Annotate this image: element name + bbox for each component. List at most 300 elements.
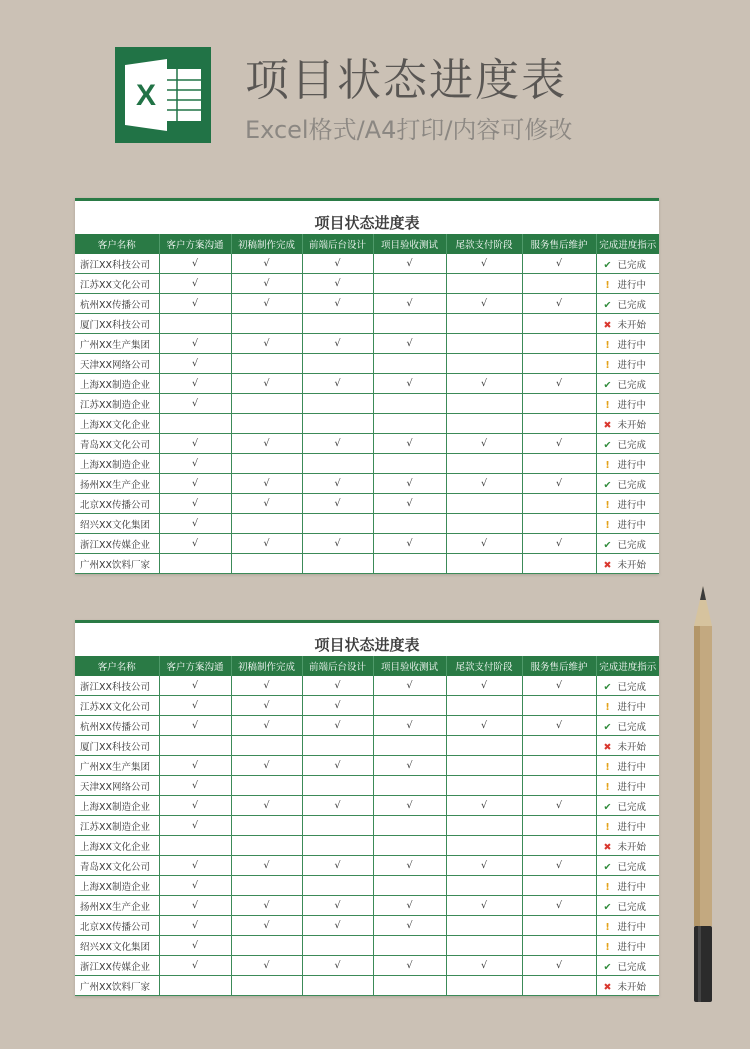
empty-cell	[446, 816, 522, 836]
status-cell	[596, 876, 659, 896]
status-label: 已完成	[617, 681, 647, 693]
exclamation-icon: !	[605, 399, 610, 411]
check-cell: √	[302, 796, 373, 816]
check-cell: √	[373, 374, 446, 394]
status-label: 已完成	[617, 479, 647, 491]
status-label: 已完成	[617, 439, 647, 451]
status-label: 进行中	[617, 881, 647, 893]
sheet-title: 项目状态进度表	[75, 198, 659, 234]
check-cell: √	[302, 374, 373, 394]
check-cell: √	[522, 716, 596, 736]
check-cell: √	[522, 434, 596, 454]
check-cell: √	[302, 896, 373, 916]
empty-cell	[231, 394, 302, 414]
table-row	[75, 454, 659, 474]
check-cell: √	[446, 374, 522, 394]
table-row	[75, 294, 659, 314]
status-cell	[596, 956, 659, 976]
status-label: 未开始	[617, 319, 647, 331]
check-cell: √	[373, 494, 446, 514]
check-icon: ✔	[603, 259, 612, 271]
check-cell: √	[522, 856, 596, 876]
table-row	[75, 796, 659, 816]
status-label: 进行中	[617, 761, 647, 773]
cross-icon: ✖	[603, 841, 612, 853]
check-cell: √	[522, 534, 596, 554]
check-cell: √	[302, 294, 373, 314]
empty-cell	[231, 414, 302, 434]
client-name-cell: 江苏XX制造企业	[75, 816, 159, 836]
client-name-cell: 浙江XX传媒企业	[75, 534, 159, 554]
check-cell: √	[302, 534, 373, 554]
client-name-cell: 杭州XX传播公司	[75, 716, 159, 736]
check-cell: √	[159, 696, 231, 716]
check-cell: √	[159, 756, 231, 776]
check-cell: √	[231, 434, 302, 454]
check-cell: √	[522, 956, 596, 976]
check-cell: √	[373, 716, 446, 736]
client-name-cell: 北京XX传播公司	[75, 916, 159, 936]
status-cell	[596, 836, 659, 856]
check-cell: √	[446, 896, 522, 916]
check-cell: √	[446, 474, 522, 494]
column-header: 客户名称	[75, 656, 159, 676]
client-name-cell: 厦门XX科技公司	[75, 314, 159, 334]
column-header: 前端后台设计	[302, 234, 373, 254]
status-label: 进行中	[617, 399, 647, 411]
table-row	[75, 314, 659, 334]
check-cell: √	[302, 494, 373, 514]
check-cell: √	[446, 534, 522, 554]
check-cell: √	[231, 494, 302, 514]
empty-cell	[231, 454, 302, 474]
exclamation-icon: !	[605, 881, 610, 893]
empty-cell	[522, 876, 596, 896]
table-row	[75, 916, 659, 936]
progress-sheet-1	[75, 198, 659, 574]
table-row	[75, 936, 659, 956]
exclamation-icon: !	[605, 921, 610, 933]
exclamation-icon: !	[605, 279, 610, 291]
check-cell: √	[302, 916, 373, 936]
check-cell: √	[522, 254, 596, 274]
status-label: 已完成	[617, 259, 647, 271]
empty-cell	[522, 836, 596, 856]
exclamation-icon: !	[605, 941, 610, 953]
check-cell: √	[159, 394, 231, 414]
status-cell	[596, 494, 659, 514]
table-row	[75, 334, 659, 354]
empty-cell	[446, 514, 522, 534]
check-cell: √	[159, 514, 231, 534]
status-label: 已完成	[617, 379, 647, 391]
exclamation-icon: !	[605, 339, 610, 351]
status-cell	[596, 796, 659, 816]
check-cell: √	[231, 856, 302, 876]
table-row	[75, 394, 659, 414]
check-cell: √	[159, 454, 231, 474]
client-name-cell: 扬州XX生产企业	[75, 474, 159, 494]
table-row	[75, 976, 659, 996]
check-cell: √	[231, 254, 302, 274]
empty-cell	[231, 354, 302, 374]
empty-cell	[522, 454, 596, 474]
status-cell	[596, 394, 659, 414]
exclamation-icon: !	[605, 701, 610, 713]
empty-cell	[446, 876, 522, 896]
check-cell: √	[446, 956, 522, 976]
status-label: 未开始	[617, 841, 647, 853]
check-cell: √	[373, 474, 446, 494]
check-cell: √	[373, 676, 446, 696]
empty-cell	[231, 314, 302, 334]
client-name-cell: 绍兴XX文化集团	[75, 514, 159, 534]
empty-cell	[302, 816, 373, 836]
progress-table	[75, 234, 659, 574]
check-icon: ✔	[603, 479, 612, 491]
empty-cell	[373, 514, 446, 534]
status-label: 已完成	[617, 901, 647, 913]
status-cell	[596, 354, 659, 374]
empty-cell	[522, 936, 596, 956]
empty-cell	[159, 554, 231, 574]
empty-cell	[302, 414, 373, 434]
column-header: 完成进度指示	[596, 656, 659, 676]
check-icon: ✔	[603, 539, 612, 551]
cross-icon: ✖	[603, 319, 612, 331]
check-icon: ✔	[603, 901, 612, 913]
empty-cell	[373, 776, 446, 796]
client-name-cell: 上海XX制造企业	[75, 374, 159, 394]
exclamation-icon: !	[605, 781, 610, 793]
exclamation-icon: !	[605, 519, 610, 531]
status-cell	[596, 936, 659, 956]
check-cell: √	[446, 434, 522, 454]
check-cell: √	[446, 716, 522, 736]
check-cell: √	[522, 796, 596, 816]
empty-cell	[231, 554, 302, 574]
empty-cell	[159, 314, 231, 334]
check-cell: √	[159, 796, 231, 816]
check-cell: √	[159, 856, 231, 876]
cross-icon: ✖	[603, 741, 612, 753]
empty-cell	[446, 394, 522, 414]
exclamation-icon: !	[605, 761, 610, 773]
empty-cell	[373, 354, 446, 374]
empty-cell	[302, 736, 373, 756]
status-cell	[596, 776, 659, 796]
empty-cell	[522, 354, 596, 374]
table-row	[75, 254, 659, 274]
check-cell: √	[373, 334, 446, 354]
empty-cell	[302, 514, 373, 534]
empty-cell	[446, 554, 522, 574]
status-label: 进行中	[617, 519, 647, 531]
check-cell: √	[373, 956, 446, 976]
client-name-cell: 上海XX制造企业	[75, 454, 159, 474]
check-cell: √	[522, 896, 596, 916]
check-cell: √	[373, 756, 446, 776]
empty-cell	[231, 514, 302, 534]
check-cell: √	[446, 294, 522, 314]
check-cell: √	[373, 856, 446, 876]
empty-cell	[373, 876, 446, 896]
empty-cell	[302, 976, 373, 996]
check-cell: √	[231, 274, 302, 294]
empty-cell	[446, 916, 522, 936]
check-cell: √	[231, 796, 302, 816]
table-row	[75, 494, 659, 514]
status-cell	[596, 916, 659, 936]
empty-cell	[231, 836, 302, 856]
empty-cell	[446, 454, 522, 474]
check-cell: √	[159, 434, 231, 454]
status-cell	[596, 856, 659, 876]
empty-cell	[522, 554, 596, 574]
status-label: 进行中	[617, 781, 647, 793]
status-label: 进行中	[617, 701, 647, 713]
status-cell	[596, 514, 659, 534]
check-cell: √	[302, 856, 373, 876]
empty-cell	[302, 454, 373, 474]
status-label: 进行中	[617, 821, 647, 833]
check-cell: √	[231, 474, 302, 494]
column-header: 项目验收测试	[373, 234, 446, 254]
status-label: 进行中	[617, 279, 647, 291]
client-name-cell: 杭州XX传播公司	[75, 294, 159, 314]
empty-cell	[373, 736, 446, 756]
status-cell	[596, 976, 659, 996]
client-name-cell: 浙江XX科技公司	[75, 254, 159, 274]
check-cell: √	[159, 474, 231, 494]
empty-cell	[522, 414, 596, 434]
empty-cell	[302, 776, 373, 796]
check-cell: √	[373, 896, 446, 916]
empty-cell	[373, 976, 446, 996]
column-header: 客户名称	[75, 234, 159, 254]
empty-cell	[522, 816, 596, 836]
check-cell: √	[522, 294, 596, 314]
status-cell	[596, 474, 659, 494]
table-row	[75, 554, 659, 574]
check-cell: √	[446, 254, 522, 274]
empty-cell	[522, 736, 596, 756]
empty-cell	[373, 696, 446, 716]
table-row	[75, 434, 659, 454]
empty-cell	[231, 976, 302, 996]
pencil-decoration	[688, 586, 718, 1006]
empty-cell	[373, 554, 446, 574]
empty-cell	[522, 394, 596, 414]
empty-cell	[231, 816, 302, 836]
empty-cell	[302, 936, 373, 956]
empty-cell	[302, 876, 373, 896]
check-icon: ✔	[603, 721, 612, 733]
client-name-cell: 青岛XX文化公司	[75, 856, 159, 876]
check-cell: √	[373, 796, 446, 816]
table-row	[75, 736, 659, 756]
status-label: 进行中	[617, 359, 647, 371]
client-name-cell: 扬州XX生产企业	[75, 896, 159, 916]
exclamation-icon: !	[605, 359, 610, 371]
status-label: 进行中	[617, 499, 647, 511]
check-cell: √	[231, 916, 302, 936]
empty-cell	[446, 414, 522, 434]
status-label: 已完成	[617, 801, 647, 813]
client-name-cell: 广州XX饮料厂家	[75, 976, 159, 996]
status-label: 未开始	[617, 981, 647, 993]
empty-cell	[446, 836, 522, 856]
cross-icon: ✖	[603, 419, 612, 431]
status-label: 已完成	[617, 961, 647, 973]
check-cell: √	[231, 696, 302, 716]
check-cell: √	[159, 534, 231, 554]
table-row	[75, 716, 659, 736]
check-cell: √	[302, 956, 373, 976]
check-cell: √	[302, 254, 373, 274]
check-cell: √	[159, 334, 231, 354]
column-header: 客户方案沟通	[159, 656, 231, 676]
empty-cell	[373, 454, 446, 474]
check-cell: √	[302, 334, 373, 354]
table-row	[75, 274, 659, 294]
client-name-cell: 广州XX生产集团	[75, 334, 159, 354]
check-cell: √	[159, 716, 231, 736]
table-row	[75, 816, 659, 836]
check-cell: √	[159, 676, 231, 696]
status-label: 已完成	[617, 721, 647, 733]
empty-cell	[373, 836, 446, 856]
empty-cell	[373, 816, 446, 836]
check-cell: √	[231, 294, 302, 314]
check-cell: √	[522, 676, 596, 696]
table-row	[75, 514, 659, 534]
check-cell: √	[159, 876, 231, 896]
table-row	[75, 836, 659, 856]
client-name-cell: 浙江XX传媒企业	[75, 956, 159, 976]
empty-cell	[159, 736, 231, 756]
table-row	[75, 776, 659, 796]
status-cell	[596, 756, 659, 776]
check-cell: √	[302, 676, 373, 696]
progress-sheet-2	[75, 620, 659, 996]
empty-cell	[373, 274, 446, 294]
empty-cell	[373, 394, 446, 414]
check-cell: √	[159, 916, 231, 936]
client-name-cell: 江苏XX文化公司	[75, 696, 159, 716]
status-cell	[596, 816, 659, 836]
status-label: 未开始	[617, 559, 647, 571]
check-cell: √	[231, 534, 302, 554]
table-row	[75, 374, 659, 394]
empty-cell	[302, 554, 373, 574]
check-cell: √	[302, 716, 373, 736]
exclamation-icon: !	[605, 499, 610, 511]
logo-letter: X	[135, 79, 157, 112]
status-cell	[596, 696, 659, 716]
status-label: 已完成	[617, 299, 647, 311]
check-cell: √	[373, 916, 446, 936]
check-cell: √	[159, 354, 231, 374]
table-row	[75, 534, 659, 554]
column-header: 客户方案沟通	[159, 234, 231, 254]
client-name-cell: 天津XX网络公司	[75, 354, 159, 374]
empty-cell	[231, 936, 302, 956]
empty-cell	[446, 334, 522, 354]
client-name-cell: 上海XX文化企业	[75, 836, 159, 856]
client-name-cell: 广州XX饮料厂家	[75, 554, 159, 574]
client-name-cell: 上海XX文化企业	[75, 414, 159, 434]
check-cell: √	[159, 816, 231, 836]
status-cell	[596, 454, 659, 474]
check-cell: √	[446, 676, 522, 696]
status-label: 已完成	[617, 861, 647, 873]
excel-logo-icon	[115, 47, 211, 143]
check-icon: ✔	[603, 801, 612, 813]
check-cell: √	[231, 334, 302, 354]
table-row	[75, 676, 659, 696]
empty-cell	[302, 836, 373, 856]
status-cell	[596, 434, 659, 454]
cross-icon: ✖	[603, 559, 612, 571]
check-cell: √	[159, 936, 231, 956]
column-header: 初稿制作完成	[231, 656, 302, 676]
check-cell: √	[159, 776, 231, 796]
empty-cell	[231, 776, 302, 796]
check-icon: ✔	[603, 681, 612, 693]
status-cell	[596, 334, 659, 354]
empty-cell	[522, 494, 596, 514]
progress-table	[75, 656, 659, 996]
empty-cell	[522, 756, 596, 776]
status-cell	[596, 254, 659, 274]
status-cell	[596, 414, 659, 434]
client-name-cell: 青岛XX文化公司	[75, 434, 159, 454]
empty-cell	[522, 696, 596, 716]
check-cell: √	[159, 956, 231, 976]
check-cell: √	[231, 676, 302, 696]
check-cell: √	[159, 274, 231, 294]
empty-cell	[231, 736, 302, 756]
empty-cell	[522, 976, 596, 996]
client-name-cell: 厦门XX科技公司	[75, 736, 159, 756]
table-row	[75, 696, 659, 716]
empty-cell	[522, 334, 596, 354]
client-name-cell: 江苏XX制造企业	[75, 394, 159, 414]
check-cell: √	[302, 756, 373, 776]
client-name-cell: 上海XX制造企业	[75, 876, 159, 896]
empty-cell	[231, 876, 302, 896]
empty-cell	[446, 274, 522, 294]
status-cell	[596, 716, 659, 736]
check-cell: √	[302, 274, 373, 294]
check-cell: √	[522, 474, 596, 494]
status-cell	[596, 554, 659, 574]
check-cell: √	[231, 956, 302, 976]
check-cell: √	[302, 474, 373, 494]
cross-icon: ✖	[603, 981, 612, 993]
check-icon: ✔	[603, 961, 612, 973]
empty-cell	[446, 314, 522, 334]
status-label: 进行中	[617, 339, 647, 351]
client-name-cell: 浙江XX科技公司	[75, 676, 159, 696]
check-cell: √	[231, 896, 302, 916]
exclamation-icon: !	[605, 821, 610, 833]
client-name-cell: 北京XX传播公司	[75, 494, 159, 514]
status-label: 进行中	[617, 941, 647, 953]
check-cell: √	[446, 856, 522, 876]
client-name-cell: 天津XX网络公司	[75, 776, 159, 796]
